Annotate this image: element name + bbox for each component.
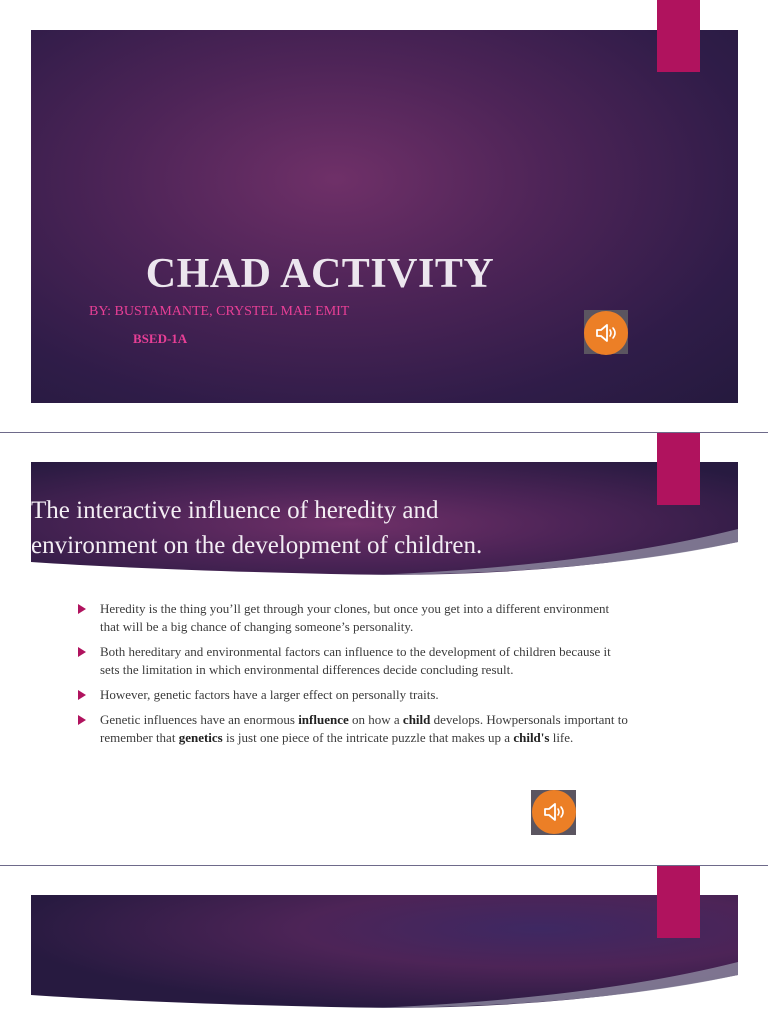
bullet-text: Both hereditary and environmental factors can influence to the development of children because it sets the limitation in which environmental differences decide concluding result. [100,644,611,677]
speaker-icon [592,319,620,347]
slide-1 [0,0,768,432]
slide-3 [0,866,768,1024]
bullet-arrow-icon [78,604,86,614]
section-label: BSED-1A [133,331,188,346]
slide-title: CHAD ACTIVITY [145,251,495,297]
slide-heading [31,493,591,563]
accent-tab [657,433,700,505]
slide-2 [0,433,768,865]
bullet-item [78,711,628,747]
heading-line-2: environment on the development of children. [31,532,483,559]
audio-button[interactable] [532,790,576,834]
bullet-arrow-icon [78,690,86,700]
accent-tab [657,866,700,938]
bullet-text: However, genetic factors have a larger effect on personally traits. [100,687,439,702]
bullet-text: Genetic influences have an enormous influence on how a child develops. Howpersonals important to remember that genetics is just one piece of the intricate puzzle that makes up a child's life. [100,712,628,745]
heading-banner [31,895,738,1015]
heading-line-1: The interactive influence of heredity and [31,497,439,524]
bullet-arrow-icon [78,647,86,657]
bullet-item [78,600,628,636]
accent-tab [657,0,700,72]
bullet-text: Heredity is the thing you’ll get through your clones, but once you get into a different environment that will be a big chance of changing someone’s personality. [100,601,610,634]
bullet-item [78,643,628,679]
audio-button[interactable] [584,311,628,355]
title-banner [31,30,738,403]
bullet-list [78,600,628,754]
author-byline: BY: BUSTAMANTE, CRYSTEL MAE EMIT [89,304,350,319]
speaker-icon [540,798,568,826]
bullet-arrow-icon [78,715,86,725]
bullet-item [78,686,628,704]
